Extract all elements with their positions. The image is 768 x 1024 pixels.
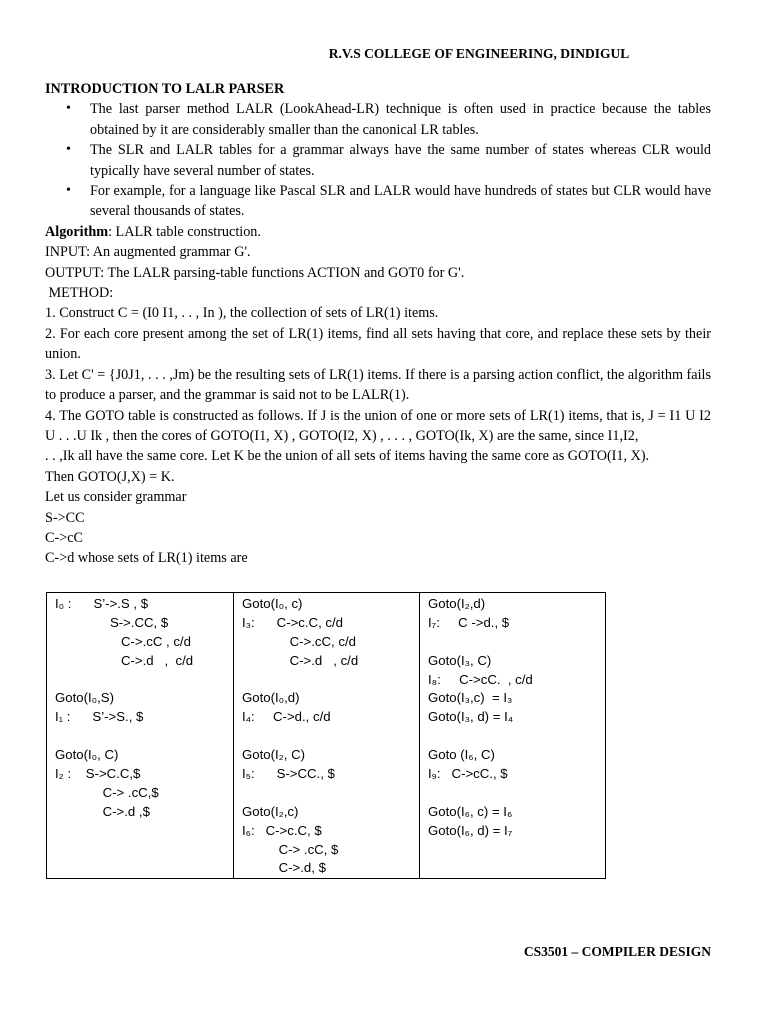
table-row xyxy=(47,593,606,879)
item-line: Goto(I₆, c) = I₆ xyxy=(428,803,513,819)
algorithm-text: : LALR table construction. xyxy=(108,223,261,240)
table-cell-col1 xyxy=(47,593,234,879)
grammar-rule-2: C->cC xyxy=(45,529,83,546)
bullet-list xyxy=(45,99,711,221)
item-line xyxy=(242,671,419,690)
step-1: 1. Construct C = (I0 I1, . . , In ), the collection of sets of LR(1) items. xyxy=(45,305,439,322)
step-3: 3. Let C' = {J0J1, . . . ,Jm) be the resulting sets of LR(1) items. If there is a parsing action conflict, the algorithm fails to produce a parser, and the grammar is said not to be LALR(1). xyxy=(45,366,711,404)
bullet-item: • The SLR and LALR tables for a grammar always have the same number of states whereas CLR would typically have several number of states. xyxy=(90,140,711,181)
item-line: C->.cC , c/d xyxy=(55,633,191,649)
item-line: Goto (I₆, C) xyxy=(428,747,495,763)
grammar-intro: Let us consider grammar xyxy=(45,489,187,506)
item-line: I₂ : S->C.C,$ xyxy=(55,766,141,782)
item-line: I₅: S->CC., $ xyxy=(242,766,335,782)
item-line: Goto(I₃, C) xyxy=(428,652,492,668)
item-line: Goto(I₂,d) xyxy=(428,596,486,611)
item-line xyxy=(55,727,233,746)
item-line xyxy=(55,822,233,841)
item-line xyxy=(428,841,605,860)
item-line: C->.d , c/d xyxy=(55,652,194,668)
item-line xyxy=(428,784,605,803)
item-line: I₃: C->c.C, c/d xyxy=(242,614,343,630)
item-line: I₀ : S’->.S , $ xyxy=(55,596,149,611)
item-line xyxy=(55,671,233,690)
table-cell-col2 xyxy=(234,593,420,879)
page-header: R.V.S COLLEGE OF ENGINEERING, DINDIGUL xyxy=(328,46,630,61)
item-line: I₇: C ->d., $ xyxy=(428,614,510,630)
item-line: I₈: C->cC. , c/d xyxy=(428,671,533,687)
item-line: S->.CC, $ xyxy=(55,614,169,630)
item-line: Goto(I₀, C) xyxy=(55,747,119,763)
step-4-result: Then GOTO(J,X) = K. xyxy=(45,468,175,485)
item-line: C->.cC, c/d xyxy=(242,633,356,649)
item-line: Goto(I₂,c) xyxy=(242,803,299,819)
step-4: 4. The GOTO table is constructed as follows. If J is the union of one or more sets of LR(1) items, that is, J = I1 U I2 U . . .U Ik , then the cores of GOTO(I1, X) , GOTO(I2, X) , . . . , GOTO(Ik, X) are the same, since I1,I2, xyxy=(45,407,711,444)
item-line: I₆: C->c.C, $ xyxy=(242,822,322,838)
item-line: Goto(I₆, d) = I₇ xyxy=(428,822,513,838)
item-line: Goto(I₂, C) xyxy=(242,747,306,763)
item-line xyxy=(428,633,605,652)
bullet-item: • For example, for a language like Pascal SLR and LALR would have hundreds of states but CLR would have several thousands of states. xyxy=(90,181,711,222)
item-line xyxy=(242,727,419,746)
item-line: I₄: C->d., c/d xyxy=(242,709,331,725)
item-line: C->.d ,$ xyxy=(55,803,150,819)
item-line: C->.d , c/d xyxy=(242,652,359,668)
item-line xyxy=(242,784,419,803)
section-title: INTRODUCTION TO LALR PARSER xyxy=(45,81,285,97)
grammar-rule-1: S->CC xyxy=(45,509,85,526)
step-4-continued: . . ,Ik all have the same core. Let K be the union of all sets of items having the same core as GOTO(I1, X). xyxy=(45,448,650,465)
item-line xyxy=(428,727,605,746)
bullet-item: • The last parser method LALR (LookAhead-LR) technique is often used in practice because the tables obtained by it are considerably smaller than the canonical LR tables. xyxy=(90,99,711,140)
algorithm-line xyxy=(45,222,711,242)
table-cell-col3 xyxy=(420,593,606,879)
item-line: I₁ : S’->S., $ xyxy=(55,709,144,725)
lr1-items-table-container xyxy=(46,592,605,878)
algorithm-label: Algorithm xyxy=(45,223,109,240)
item-line: I₉: C->cC., $ xyxy=(428,766,508,782)
output-line: OUTPUT: The LALR parsing-table functions ACTION and GOT0 for G'. xyxy=(45,264,465,281)
document-body xyxy=(45,79,711,569)
item-line: Goto(I₀,d) xyxy=(242,690,300,706)
method-line: METHOD: xyxy=(45,285,114,302)
page-footer: CS3501 – COMPILER DESIGN xyxy=(523,944,711,959)
item-line: Goto(I₃, d) = I₄ xyxy=(428,709,514,725)
step-2: 2. For each core present among the set of LR(1) items, find all sets having that core, and replace these sets by their union. xyxy=(45,325,711,363)
item-line: C-> .cC, $ xyxy=(242,841,339,857)
item-line: C->.d, $ xyxy=(242,860,326,876)
input-line: INPUT: An augmented grammar G'. xyxy=(45,244,251,261)
grammar-rule-3: C->d whose sets of LR(1) items are xyxy=(45,550,248,567)
item-line: Goto(I₀,S) xyxy=(55,690,114,706)
item-line xyxy=(55,841,233,860)
item-line: C-> .cC,$ xyxy=(55,784,159,800)
item-line: Goto(I₀, c) xyxy=(242,596,303,611)
item-line: Goto(I₃,c) = I₃ xyxy=(428,690,513,706)
lr1-items-table xyxy=(46,592,606,879)
